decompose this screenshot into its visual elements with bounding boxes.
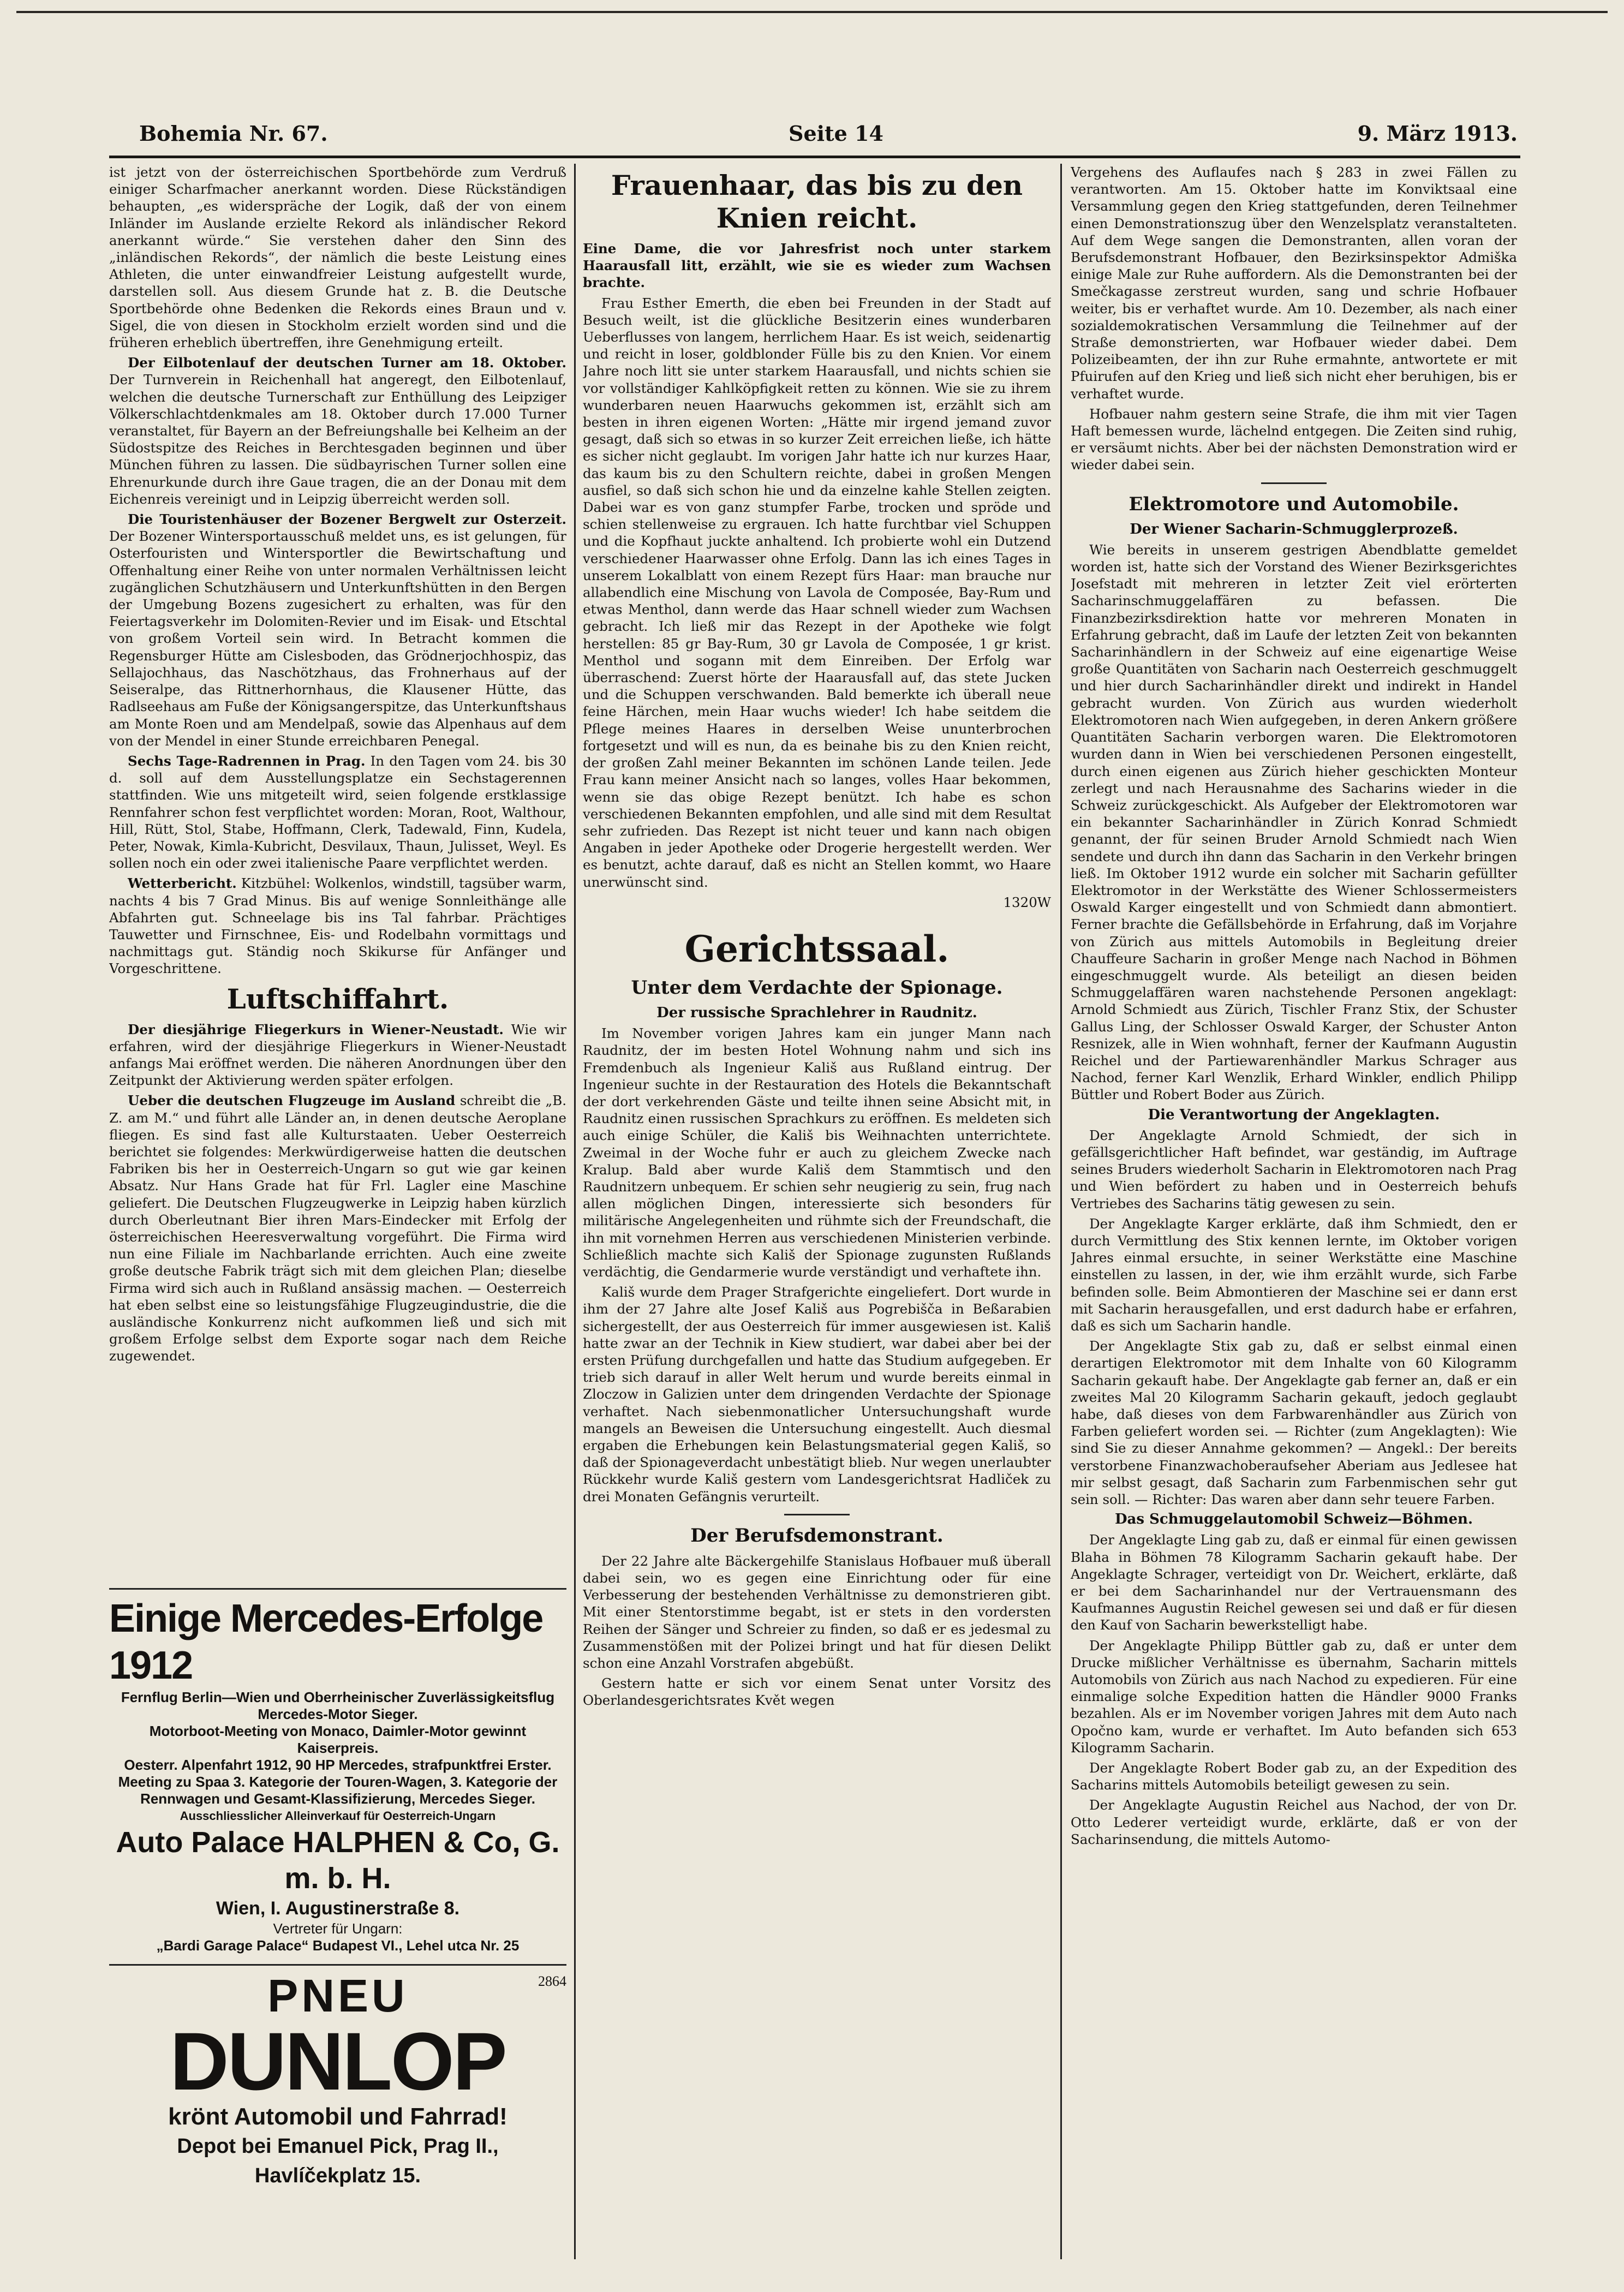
article-text: Der 22 Jahre alte Bäckergehilfe Stanislaus Hofbauer muß überall dabei sein, wo es gegen eine Einrichtung oder für eine Verbesserung der bestehenden Verhältnisse zu demonstrieren gibt. Mit einer Stentorstimme begabt, ist er stets in den vordersten Reihen der Sänger und Schreier zu finden, so daß er es jedesmal zu Zusammenstößen mit der Polizei bringt und hat für diesen Delikt schon eine Anzahl Vorstrafen abgebüßt.: [583, 1553, 1051, 1672]
article-paragraph: [109, 354, 566, 508]
article-paragraph: [109, 753, 566, 872]
article-headline: Elektromotore und Automobile.: [1129, 493, 1459, 515]
article-paragraph: [109, 1021, 566, 1089]
header-rule: [109, 156, 1520, 158]
article-text: Frau Esther Emerth, die eben bei Freunden in der Stadt auf Besuch weilt, ist die glückliche Besitzerin eines wunderbaren Ueberflusses von langem, herrlichem Haar. Es ist weich, seidenartig und reicht in loser, goldblonder Fülle bis zu den Knien. Vor einem Jahre noch litt sie unter starkem Haarausfall, und nichts schien sie vor vollständiger Kahlköpfigkeit retten zu können. Wie sie zu ihrem wunderbaren neuen Haarwuchs gekommen ist, erzählt sich am besten in ihren eigenen Worten: „Hätte mir irgend jemand zuvor gesagt, daß sich so etwas in so kurzer Zeit erreichen ließe, ich hätte es sicher nicht geglaubt. Im vorigen Jahr hatte ich nur kurzes Haar, das kaum bis zu den Schultern reichte, dabei in großen Mengen ausfiel, so daß sich schon hie und da einzelne kahle Stellen zeigten. Dabei war es von ganz stumpfer Farbe, trocken und spröde und schien stellenweise zu ergrauen. Ich hatte furchtbar viel Schuppen und die Kopfhaut juckte anhaltend. Ich probierte wohl ein Dutzend verschiedener Haarwasser ohne Erfolg. Dann las ich eines Tages in unserem Lokalblatt von einem Rezept fürs Haar: man brauche nur allabendlich eine Mischung von Lavola de Composée, Bay-Rum und etwas Menthol, dann werde das Haar schnell wieder zum Wachsen gebracht. Ich ließ mir das Rezept in der Apotheke wie folgt herstellen: 85 gr Bay-Rum, 30 gr Lavola de Composée, 1 gr krist. Menthol und sogann mit dem Einreiben. Der Erfolg war überraschend: Zuerst hörte der Haarausfall auf, das stete Jucken und die Schuppen verschwanden. Bald bemerkte ich überall neue feine Härchen, mein Haar wuchs wieder! Ich habe seitdem die Pflege meines Haares in derselben Weise ununterbrochen fortgesetzt und will es nun, da es beinahe bis zu den Knien reicht, der großen Zahl meiner Bekannten im schönen Lande teilen. Jede Frau kann meiner Ansicht nach so langes, volles Haar bekommen, wenn sie das obige Rezept benützt. Ich habe es schon verschiedenen Bekannten empfohlen, und alle sind mit dem Resultat sehr zufrieden. Das Rezept ist nicht teuer und kann nach obigen Angaben in jeder Apotheke oder Drogerie hergestellt werden. Wer es benutzt, achte darauf, daß es nicht an Stellen kommt, wo Haare unerwünscht sind.: [583, 295, 1051, 890]
article-text: Vergehens des Auflaufes nach § 283 in zwei Fällen zu verantworten. Am 15. Oktober hatte im Konviktsaal eine Versammlung gegen den Krieg stattgefunden, deren Teilnehmer einen Demonstrationszug über den Wenzelsplatz veranstalteten. Auf dem Wege sangen die Demonstranten, allen voran der Berufsdemonstrant Hofbauer, den Bezirksinspektor Admiška einige Male zur Ruhe auffordern. Als die Demonstranten bei der Smečkagasse zerstreut wurden, sang und schrie Hofbauer weiter, bis er verhaftet wurde. Am 10. Dezember, als nach einer sozialdemokratischen Versammlung die Teilnehmer auf der Straße demonstrierten, war Hofbauer wieder dabei. Dem Polizeibeamten, der ihn zur Ruhe ermahnte, antwortete er mit Pfuirufen auf den Krieg und ließ sich nicht eher beruhigen, bis er verhaftet wurde.: [1071, 164, 1517, 402]
ad-company: Auto Palace HALPHEN & Co, G. m. b. H.: [116, 1826, 560, 1895]
article-subheading: Die Verantwortung der Angeklagten.: [1148, 1106, 1440, 1123]
article-title: Sechs Tage-Radrennen in Prag.: [128, 753, 366, 769]
section-heading: Gerichtssaal.: [684, 927, 950, 970]
article-text: Der Angeklagte Karger erklärte, daß ihm Schmiedt, den er durch Vermittlung des Stix kennen lernte, im Oktober vorigen Jahres einmal ersuchte, in seiner Werkstätte eine Maschine einstellen zu lassen, in der, wie ihm erzählt wurde, sich Farbe befinden solle. Beim Abmontieren der Maschine sei er dann erst mit Sacharin herausgefallen, und erst dadurch habe er erfahren, daß es sich um Sacharin handle.: [1071, 1215, 1517, 1334]
article-text: Der Angeklagte Arnold Schmiedt, der sich in gefällsgerichtlicher Haft befindet, war geständig, im Auftrage seines Bruders wiederholt Sacharin in Elektromotoren nach Prag und Wien befördert zu haben und in Oesterreich behufs Vertriebes des Sacharins tätig gewesen zu sein.: [1071, 1127, 1517, 1211]
column-rule: [1060, 164, 1062, 2259]
ad-line: Meeting zu Spaa 3. Kategorie der Touren-Wagen, 3. Kategorie der Rennwagen und Gesamt-Klassifizierung, Mercedes Sieger.: [118, 1774, 558, 1807]
header-issue: Bohemia Nr. 67.: [139, 121, 328, 146]
article-text: Der Angeklagte Augustin Reichel aus Nachod, der von Dr. Otto Lederer verteidigt wurde, erklärte, daß er von der Sacharinsendung, die mittels Automo-: [1071, 1797, 1517, 1847]
article-title: Die Touristenhäuser der Bozener Bergwelt zur Osterzeit.: [128, 511, 566, 528]
column-rule: [574, 164, 576, 2259]
article-title: Ueber die deutschen Flugzeuge im Ausland: [128, 1093, 456, 1109]
article-text: In den Tagen vom 24. bis 30 d. soll auf dem Ausstellungsplatze ein Sechstagerennen stattfinden. Wie uns mitgeteilt wird, seien folgende erstklassige Rennfahrer schon fest verpflichtet worden: Moran, Root, Walthour, Hill, Rütt, Stol, Stabe, Hoffmann, Clerk, Tadewald, Finn, Kudela, Peter, Nowak, Kimla-Kubricht, Desvilaux, Thaun, Julisset, Weyl. Es sollen noch ein oder zwei italienische Paare verpflichtet werden.: [109, 753, 566, 872]
dunlop-pneu: PNEU: [267, 1970, 408, 2021]
article-text: Der Bozener Wintersportausschuß meldet uns, es ist gelungen, für Osterfouristen und Wintersportler die Bewirtschaftung und Offenhaltung einer Reihe von unter normalen Verhältnissen leicht zugänglichen Schutzhäusern und Unterkunftshütten in den Bergen der Umgebung Bozens zugesichert zu erhalten, was für den Feiertagsverkehr im Dolomiten-Revier und im Eisak- und Etschtal von großem Vorteil sein wird. In Betracht kommen die Regensburger Hütte am Cislesboden, das Grödnerjochhospiz, das Sellajochhaus, das Naschötzhaus, das Frohnerhaus auf der Seiseralpe, das Rittnerhornhaus, die Klausener Hütte, das Radlseehaus am Fuße der Königsangerspitze, das Unterkunftshaus am Monte Roen und am Mendelpaß, sowie das Alpenhaus auf dem von der Mendel in einer Stunde erreichbaren Penegal.: [109, 528, 566, 749]
article-text: schreibt die „B. Z. am M.“ und führt alle Länder an, in denen deutsche Aeroplane fliegen. Es sind fast alle Kulturstaaten. Ueber Oesterreich berichtet sie folgendes: Merkwürdigerweise hatten die deutschen Fabriken bis her in Oesterreich-Ungarn so gut wie gar keinen Absatz. Nur Hans Grade hat für Frl. Lagler eine Maschine geliefert. Die Deutschen Flugzeugwerke in Leipzig haben kürzlich durch Oberleutnant Bier ihren Mars-Eindecker mit Erfolg der österreichischen Heeresverwaltung vorgeführt. Die Firma wird nun eine Filiale im Nachbarlande errichten. Auch eine zweite große deutsche Fabrik trägt sich mit dem gleichen Plan; dieselbe Firma wird sich auch in Rußland ansässig machen. — Oesterreich hat eben selbst eine so leistungsfähige Flugzeugindustrie, die die ausländische Konkurrenz nicht aufkommen ließ und sich mit großem Erfolge selbst dem Exporte sogar nach dem Reiche zugewendet.: [109, 1093, 566, 1364]
article-text: Der Angeklagte Philipp Büttler gab zu, daß er unter dem Drucke mißlicher Verhältnisse es übernahm, Sacharin mittels Automobils von Zürich aus nach Nachod zu expedieren. Für eine einmalige solche Expedition hatten die Händler 9000 Franks bezahlen. Als er im November vorigen Jahres mit dem Auto nach Opočno kam, wurde er verhaftet. Im Auto befanden sich 653 Kilogramm Sacharin.: [1071, 1637, 1517, 1756]
article-text: Wie bereits in unserem gestrigen Abendblatte gemeldet worden ist, hatte sich der Vorstand des Wiener Bezirksgerichtes Josefstadt mit mehreren in letzter Zeit viel erörterten Sacharinschmuggelaffären zu befassen. Die Finanzbezirksdirektion hatte vor mehreren Monaten in Erfahrung gebracht, daß im Laufe der letzten Zeit von bekannten Sacharinhändlern in der Schweiz auf eine eigenartige Weise große Quantitäten von Sacharin nach Oesterreich geschmuggelt und hier durch Sacharinhändler direkt und indirekt in Handel gebracht wurden. Von Zürich aus wurden wiederholt Elektromotoren nach Wien aufgegeben, in deren Ankern größere Quantitäten Sacharin verborgen waren. Die Elektromotoren wurden dann in Wien bei verschiedenen Personen eingestellt, durch einen eigenen aus Zürich hieher geschickten Monteur zerlegt und nach Herausnahme des Sacharins wieder in die Schweiz zurückgeschickt. Als Aufgeber der Elektromotoren war ein bekannter Sacharinhändler in Zürich Konrad Schmiedt genannt, der für seinen Bruder Arnold Schmiedt nach Wien sendete und durch ihn dann das Sacharin in den Verkehr bringen ließ. Im Oktober 1912 wurde ein solcher mit Sacharin gefüllter Elektromotor in der Werkstätte des Wiener Schlossermeisters Oswald Karger eingestellt und von Schmiedt dann abmontiert. Ferner brachte die Gefällsbehörde in Erfahrung, daß im Vorjahre von Zürich aus mittels Automobils in Begleitung dreier Chauffeure Sacharin in großer Menge nach Nachod in Böhmen eingeschmuggelt wurde. Als beteiligt an diesen beiden Schmuggelaffären waren nachstehende Personen angeklagt: Arnold Schmiedt aus Zürich, Tischler Franz Stix, der Schuster Gallus Ling, der Schlosser Oswald Karger, der Schuster Anton Resnizek, alle in Wien wohnhaft, ferner der Kaufmann Augustin Reichel und der Partiewarenhändler Markus Schrager aus Nachod, ferner Karl Wenzlik, Erhard Winkler, endlich Philipp Büttler und Robert Boder aus Zürich.: [1071, 541, 1517, 1103]
ad-number: 2864: [538, 1973, 566, 1989]
separator: [784, 1514, 850, 1515]
dunlop-logo-text: DUNLOP: [170, 2015, 506, 2107]
article-text: Wie wir erfahren, wird der diesjährige Fliegerkurs in Wiener-Neustadt anfangs Mai eröffnet werden. Die näheren Anordnungen über den Zeitpunkt der Aktivierung werden später erfolgen.: [109, 1021, 566, 1089]
article-subheading: Der russische Sprachlehrer in Raudnitz.: [656, 1004, 977, 1021]
article-lead: Eine Dame, die vor Jahresfrist noch unter starkem Haarausfall litt, erzählt, wie sie es wieder zum Wachsen brachte.: [583, 241, 1051, 291]
ad-address: Wien, I. Augustinerstraße 8.: [216, 1898, 460, 1919]
article-subheading: Das Schmuggelautomobil Schweiz—Böhmen.: [1114, 1511, 1473, 1528]
ad-code: 1320W: [1003, 894, 1051, 910]
article-title: Der Eilbotenlauf der deutschen Turner am 18. Oktober.: [128, 355, 566, 371]
ad-line: Motorboot-Meeting von Monaco, Daimler-Motor gewinnt Kaiserpreis.: [149, 1723, 527, 1756]
column-3: [1071, 164, 1517, 2259]
dunlop-advertisement: [109, 1971, 566, 2190]
header-date: 9. März 1913.: [1357, 121, 1518, 146]
article-text: Kitzbühel: Wolkenlos, windstill, tagsüber warm, nachts 4 bis 7 Grad Minus. Bis auf wenige Sonnleithänge alle Abfahrten gut. Schneelage bis ins Tal fahrbar. Prächtiges Tauwetter und Firnschnee, Eis- und Rodelbahn vormittags und nachmittags gut. Ständig noch Skikurse für Anfänger und Vorgeschrittene.: [109, 875, 566, 977]
mercedes-advertisement: [109, 1583, 566, 2237]
ad-representative-label: Vertreter für Ungarn:: [273, 1920, 403, 1937]
ad-line: Fernflug Berlin—Wien und Oberrheinischer Zuverlässigkeitsflug Mercedes-Motor Sieger.: [121, 1689, 555, 1722]
article-text: Kališ wurde dem Prager Strafgerichte eingeliefert. Dort wurde in ihm der 27 Jahre alte Josef Kališ aus Pogrebišča in Beßarabien sichergestellt, der aus Oesterreich für immer ausgewiesen ist. Kališ hatte zwar an der Technik in Kiew studiert, war dabei aber bei der ersten Prüfung durchgefallen und hatte das Studium aufgegeben. Er trieb sich darauf in aller Welt herum und wurde bereits einmal in Zloczow in Galizien unter dem dringenden Verdachte der Spionage verhaftet. Nach siebenmonatlicher Untersuchungshaft wurde mangels an Beweisen die Untersuchung eingestellt. Auch diesmal ergaben die Erhebungen kein Belastungsmaterial gegen Kališ, so daß der Spionageverdacht unbestätigt blieb. Nur wegen unerlaubter Rückkehr wurde Kališ gestern vom Landesgerichtsrat Hadliček zu drei Monaten Gefängnis verurteilt.: [583, 1284, 1051, 1505]
dunlop-depot: Depot bei Emanuel Pick, Prag II., Havlíčekplatz 15.: [177, 2135, 499, 2187]
ad-representative: „Bardi Garage Palace“ Budapest VI., Lehel utca Nr. 25: [156, 1937, 520, 1954]
article-text: Der Angeklagte Robert Boder gab zu, an der Expedition des Sacharins mittels Automobils beteiligt gewesen zu sein.: [1071, 1760, 1517, 1793]
top-border: [16, 11, 1608, 13]
header-page-number: Seite 14: [789, 121, 883, 146]
section-heading: Luftschiffahrt.: [226, 982, 449, 1015]
ad-rule: [109, 1588, 566, 1590]
article-text: Im November vorigen Jahres kam ein junger Mann nach Raudnitz, der im besten Hotel Wohnung nahm und sich ins Fremdenbuch als Ingenieur Kališ aus Rußland eintrug. Der Ingenieur suchte in der Restauration des Hotels die Bekanntschaft der dort verkehrenden Gäste und teilte ihnen seine Absicht mit, in Raudnitz einen russischen Sprachkurs zu eröffnen. Es meldeten sich auch einige Schüler, die Kališ bis Weihnachten unterrichtete. Zweimal in der Woche fuhr er auch zu gleichem Zwecke nach Kralup. Bald aber wurde Kališ dem Stammtisch und den Raudnitzern unbequem. Er schien sehr neugierig zu sein, frug nach allen möglichen Dingen, interessierte sich besonders für militärische Angelegenheiten und rühmte sich der Freundschaft, die ihn mit vornehmen Herren aus verschiedenen Ministerien verbinde. Schließlich machte sich Kališ der Spionage zugunsten Rußlands verdächtig, die Gendarmerie wurde verständigt und verhaftete ihn.: [583, 1025, 1051, 1280]
article-text: Der Turnverein in Reichenhall hat angeregt, den Eilbotenlauf, welchen die deutsche Turnerschaft zur Enthüllung des Leipziger Völkerschlachtdenkmales am 18. Oktober durch 17.000 Turner veranstaltet, für Bayern an der Befreiungshalle bei Kelheim an der Südostspitze des Reiches in Berchtesgaden beginnen und über München führen zu lassen. Die südbayrischen Turner sollen eine Ehrenurkunde durch ihre Gaue tragen, die an der Donau mit dem Eichenreis vereinigt und in Leipzig überreicht werden soll.: [109, 372, 566, 507]
separator: [1261, 482, 1327, 484]
article-headline: Frauenhaar, das bis zu den Knien reicht.: [611, 169, 1023, 234]
article-title: Der diesjährige Fliegerkurs in Wiener-Neustadt.: [128, 1021, 504, 1037]
article-subheading: Der Wiener Sacharin-Schmugglerprozeß.: [1130, 521, 1458, 538]
ad-title: Einige Mercedes-Erfolge 1912: [109, 1597, 543, 1687]
article-text: Der Angeklagte Ling gab zu, daß er einmal für einen gewissen Blaha in Böhmen 78 Kilogramm Sacharin gekauft habe. Der Angeklagte Schrager, verteidigt von Dr. Weichert, erklärte, daß er bei dem Sacharinhandel nur der Vertrauensmann des Kaufmannes Augustin Reichel gewesen sei und daß er für diesen den Kauf von Sacharin bewerkstelligt habe.: [1071, 1532, 1517, 1633]
article-paragraph: [109, 1092, 566, 1364]
page-header: [134, 121, 1518, 154]
ad-line: Oesterr. Alpenfahrt 1912, 90 HP Mercedes, strafpunktfrei Erster.: [124, 1757, 552, 1773]
article-paragraph: [109, 875, 566, 977]
article-title: Wetterbericht.: [128, 875, 237, 892]
article-text: Der Angeklagte Stix gab zu, daß er selbst einmal einen derartigen Elektromotor mit dem Inhalte von 60 Kilogramm Sacharin gekauft habe. Der Angeklagte gab ferner an, daß er ein zweites Mal 20 Kilogramm Sacharin gekauft, jedoch geglaubt habe, daß dieses von dem Farbwarenhändler aus Zürich von Farben geliefert worden sei. — Richter (zum Angeklagten): Wie sind Sie zu dieser Annahme gekommen? — Angekl.: Der bereits verstorbene Finanzwachoberaufseher Aberiam aus Jedlesee hat mir selbst gesagt, daß Sacharin zum Farbenmischen sehr gut sein soll. — Richter: Das waren aber dann sehr teuere Farben.: [1071, 1338, 1517, 1508]
article-text: Hofbauer nahm gestern seine Strafe, die ihm mit vier Tagen Haft bemessen wurde, lächelnd entgegen. Die Zeiten sind ruhig, er versäumt nichts. Aber bei der nächsten Demonstration wird er wieder dabei sein.: [1071, 405, 1517, 473]
column-2: [583, 164, 1051, 2259]
article-paragraph: [109, 511, 566, 749]
ad-rule: [109, 1964, 566, 1966]
article-text: ist jetzt von der österreichischen Sportbehörde zum Verdruß einiger Scharfmacher anerkannt worden. Diese Rückständigen behaupten, „es widerspräche der Logik, daß der von einem Inländer im Auslande erzielte Rekord als inländischer Rekord anerkannt würde.“ Sie verstehen daher den Sinn des „inländischen Rekords“, der nämlich die beste Leistung eines Athleten, die unter einwandfreier Leistung aufgestellt wurde, darstellen soll. Aus diesem Grunde hat z. B. die Deutsche Sportbehörde ohne Bedenken die Rekords eines Braun und v. Sigel, die von diesen in Stockholm erzielt worden sind und die früheren erheblich übertreffen, ihre Genehmigung erteilt.: [109, 164, 566, 351]
article-text: Gestern hatte er sich vor einem Senat unter Vorsitz des Oberlandesgerichtsrates Květ wegen: [583, 1675, 1051, 1709]
article-headline: Der Berufsdemonstrant.: [690, 1524, 944, 1547]
dunlop-slogan: krönt Automobil und Fahrrad!: [168, 2103, 507, 2130]
ad-line: Ausschliesslicher Alleinverkauf für Oesterreich-Ungarn: [180, 1809, 496, 1823]
article-headline: Unter dem Verdachte der Spionage.: [631, 976, 1003, 999]
